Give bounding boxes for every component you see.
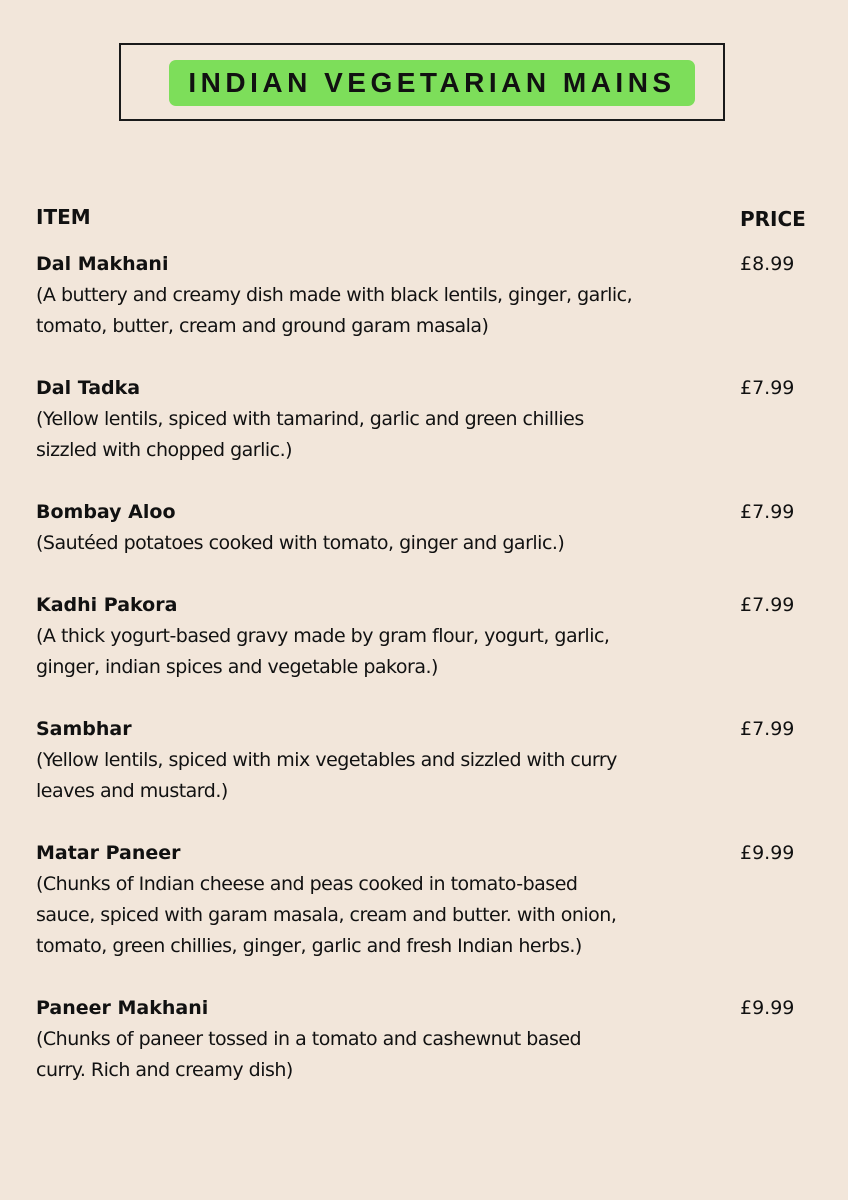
item-description: (Chunks of paneer tossed in a tomato and cashewnut based curry. Rich and creamy dish) [36,1028,582,1081]
item-description: (A buttery and creamy dish made with black lentils, ginger, garlic, tomato, butter, cream and ground garam masala) [36,284,633,337]
menu-item-kadhi-pakora [36,590,795,683]
menu-item-bombay-aloo [36,497,795,559]
item-name: Sambhar [36,718,132,740]
item-price: £7.99 [740,377,795,399]
item-price: £8.99 [740,253,795,275]
menu-item-dal-makhani [36,249,795,342]
item-price: £9.99 [740,842,795,864]
item-description: (Yellow lentils, spiced with mix vegetables and sizzled with curry leaves and mustard.) [36,749,617,802]
item-name: Matar Paneer [36,842,181,864]
item-name: Dal Tadka [36,377,141,399]
item-description: (Chunks of Indian cheese and peas cooked in tomato-based sauce, spiced with garam masala, cream and butter. with onion, tomato, green chillies, ginger, garlic and fresh Indian herbs.) [36,873,617,957]
menu-item-paneer-makhani [36,993,795,1086]
menu-item-matar-paneer [36,838,795,962]
item-name: Paneer Makhani [36,997,209,1019]
title-frame [119,43,725,121]
menu-item-dal-tadka [36,373,795,466]
item-price: £7.99 [740,594,795,616]
item-price: £9.99 [740,997,795,1019]
item-description: (Sautéed potatoes cooked with tomato, ginger and garlic.) [36,532,565,554]
item-description: (A thick yogurt-based gravy made by gram flour, yogurt, garlic, ginger, indian spices and vegetable pakora.) [36,625,610,678]
title-banner [169,60,695,106]
item-price: £7.99 [740,718,795,740]
item-column-header: ITEM [36,205,91,229]
item-name: Dal Makhani [36,253,169,275]
price-column-header: PRICE [740,207,806,231]
item-price: £7.99 [740,501,795,523]
page-title: INDIAN VEGETARIAN MAINS [188,67,676,98]
item-name: Kadhi Pakora [36,594,178,616]
item-description: (Yellow lentils, spiced with tamarind, garlic and green chillies sizzled with chopped garlic.) [36,408,584,461]
menu-item-sambhar [36,714,795,807]
item-name: Bombay Aloo [36,501,176,523]
